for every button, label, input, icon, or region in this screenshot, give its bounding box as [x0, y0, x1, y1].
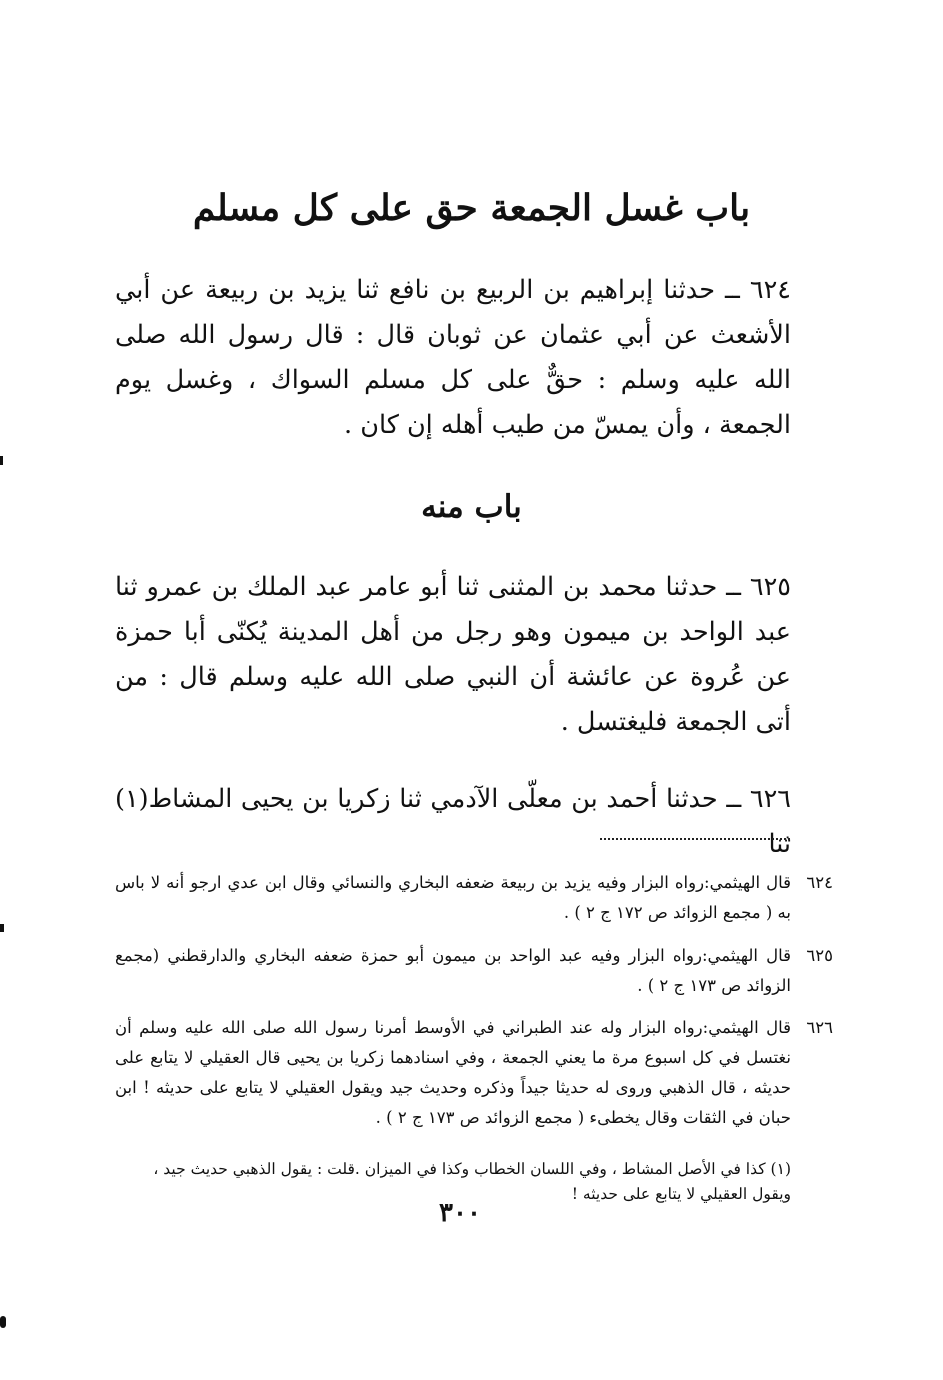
- note-text: قال الهيثمي:رواه البزار وله عند الطبراني في الأوسط أمرنا رسول الله صلى الله عليه وسلم أن نغتسل في كل اسبوع مرة ما يعني الجمعة ، وفي اسنادهما زكريا بن يحيى قال العقيلي لا يتابع على حديثه ، قال الذهبي وروى له حديثا جيداً وذكره وحديث جيد ويقول العقيلي لا يتابع على حديثه ! ابن حبان في الثقات وقال يخطىء ( مجمع الزوائد ص ١٧٣ ج ٢ ) .: [115, 1018, 791, 1127]
- section-title: باب منه: [421, 489, 522, 525]
- note-number: ٦٢٤: [806, 873, 833, 892]
- note-626: [115, 1013, 833, 1133]
- note-number: ٦٢٥: [806, 946, 833, 965]
- hadith-625: ٦٢٥ ــ حدثنا محمد بن المثنى ثنا أبو عامر عبد الملك بن عمرو ثنا عبد الواحد بن ميمون وهو رجل من أهل المدينة يُكنّى أبا حمزة عن عُروة عن عائشة أن النبي صلى الله عليه وسلم قال : من أتى الجمعة فليغتسل .: [115, 572, 791, 737]
- scan-mark: [0, 924, 4, 932]
- scan-mark: [0, 1316, 6, 1328]
- page-number: ٣٠٠: [439, 1198, 481, 1228]
- note-number: ٦٢٦: [806, 1018, 833, 1037]
- footnote-text: كذا في الأصل المشاط ، وفي اللسان الخطاب وكذا في الميزان .قلت : يقول الذهبي حديث جيد ، ويقول العقيلي لا يتابع على حديثه !: [153, 1160, 791, 1203]
- scan-mark: [0, 456, 3, 465]
- chapter-title: باب غسل الجمعة حق على كل مسلم: [192, 187, 751, 229]
- note-624: [115, 868, 833, 928]
- hadith-626: ٦٢٦ ــ حدثنا أحمد بن معلّى الآدمي ثنا زكريا بن يحيى المشاط(١) ثنا: [115, 784, 791, 859]
- note-text: قال الهيثمي:رواه البزار وفيه يزيد بن ربيعة ضعفه البخاري والنسائي وقال ابن عدي ارجو أنه لا باس به ( مجمع الزوائد ص ١٧٢ ج ٢ ) .: [115, 873, 791, 922]
- note-625: [115, 941, 833, 1001]
- note-text: قال الهيثمي:رواه البزار وفيه عبد الواحد بن ميمون أبو حمزة ضعفه البخاري والدارقطني (مجمع الزوائد ص ١٧٣ ج ٢ ) .: [115, 946, 791, 995]
- footnote-separator: [600, 838, 790, 840]
- footnote-marker: (١): [770, 1160, 791, 1178]
- hadith-624: ٦٢٤ ــ حدثنا إبراهيم بن الربيع بن نافع ثنا يزيد بن ربيعة عن أبي الأشعث عن أبي عثمان عن ثوبان قال : قال رسول الله صلى الله عليه وسلم : حقٌّ على كل مسلم السواك ، وغسل يوم الجمعة ، وأن يمسّ من طيب أهله إن كان .: [115, 275, 791, 440]
